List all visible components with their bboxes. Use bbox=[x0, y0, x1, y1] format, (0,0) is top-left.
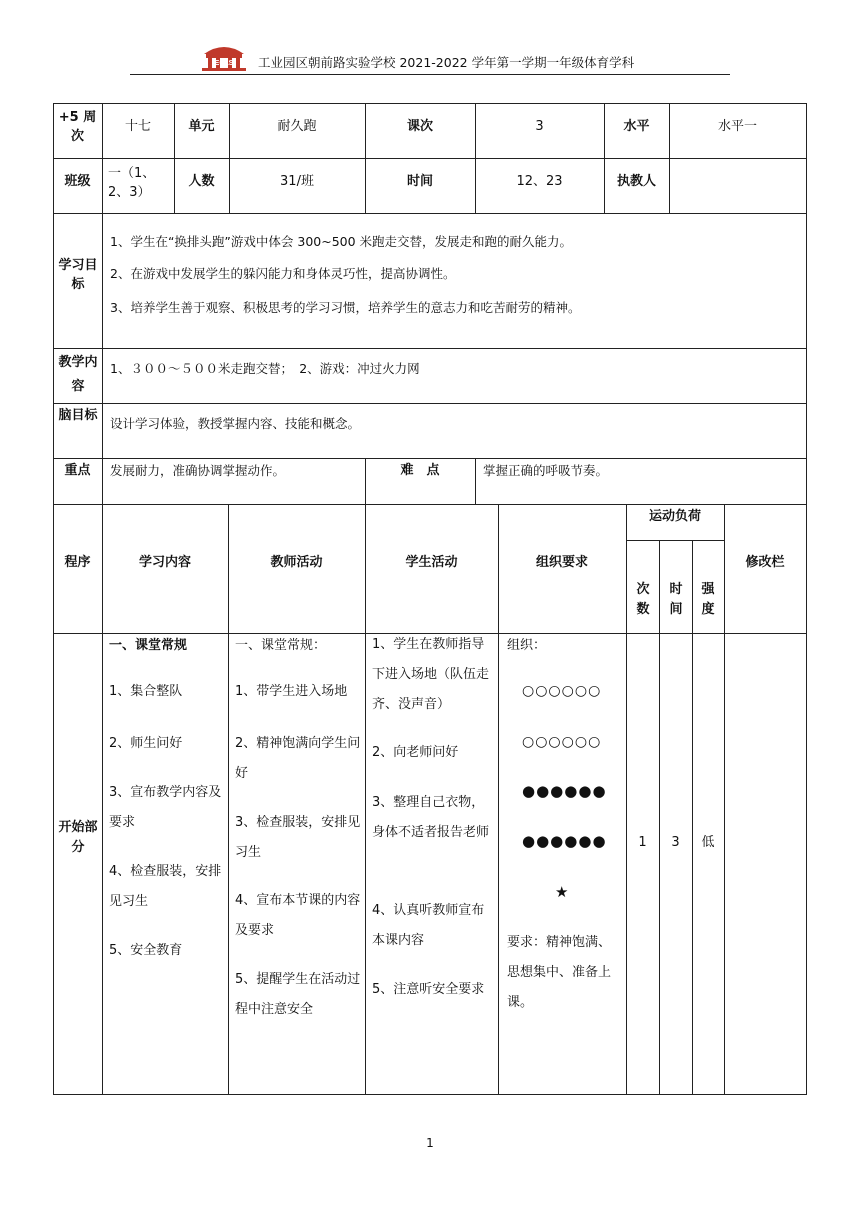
learning-title: 一、课堂常规 bbox=[109, 638, 188, 653]
objective-3: 3、培养学生善于观察、积极思考的学习习惯，培养学生的意志力和吃苦耐劳的精神。 bbox=[110, 300, 581, 315]
difficulty-text: 掌握正确的呼吸节奏。 bbox=[483, 463, 609, 478]
unit-value: 耐久跑 bbox=[277, 119, 317, 134]
col-times: 次数 bbox=[636, 582, 650, 617]
header-rule bbox=[130, 74, 730, 75]
formation-row-hollow: ○○○○○○ bbox=[522, 734, 602, 750]
col-teacher: 教师活动 bbox=[270, 555, 323, 570]
load-duration: 3 bbox=[671, 835, 680, 850]
col-revision: 修改栏 bbox=[745, 555, 785, 570]
objective-2: 2、在游戏中发展学生的躲闪能力和身体灵巧性，提高协调性。 bbox=[110, 266, 456, 281]
learning-item: 4、检查服装，安排见习生 bbox=[109, 864, 222, 909]
col-intensity: 强度 bbox=[701, 582, 715, 617]
learning-item: 3、宣布教学内容及要求 bbox=[109, 785, 222, 830]
unit-label: 单元 bbox=[188, 119, 215, 134]
difficulty-label: 难 点 bbox=[400, 463, 440, 478]
teacher-item: 1、带学生进入场地 bbox=[235, 684, 348, 699]
col-procedure: 程序 bbox=[64, 555, 91, 570]
level-label: 水平 bbox=[623, 119, 650, 134]
header-title: 工业园区朝前路实验学校 2021-2022 学年第一学期一年级体育学科 bbox=[258, 55, 635, 70]
brain-label: 脑目标 bbox=[58, 408, 98, 423]
teacher-item: 2、精神饱满向学生问好 bbox=[235, 736, 361, 781]
content-label: 教学内容 bbox=[58, 355, 98, 394]
class-label: 班级 bbox=[64, 174, 91, 189]
time-value: 12、23 bbox=[516, 174, 563, 189]
svg-text:ECLS: ECLS bbox=[214, 60, 234, 67]
student-item: 5、注意听安全要求 bbox=[372, 982, 485, 997]
teacher-title: 一、课堂常规： bbox=[235, 638, 327, 653]
student-item: 1、学生在教师指导下进入场地（队伍走齐、没声音） bbox=[372, 637, 490, 712]
section-name: 开始部分 bbox=[58, 820, 98, 855]
col-organization: 组织要求 bbox=[535, 555, 588, 570]
class-value: 一（1、2、3） bbox=[108, 166, 156, 200]
page-header bbox=[130, 40, 730, 76]
load-intensity: 低 bbox=[701, 835, 715, 850]
lesson-value: 3 bbox=[535, 119, 544, 134]
student-item: 3、整理自己衣物，身体不适者报告老师 bbox=[372, 795, 490, 840]
col-duration: 时间 bbox=[669, 582, 683, 617]
col-load: 运动负荷 bbox=[648, 509, 701, 524]
count-value: 31/班 bbox=[280, 174, 314, 189]
week-value: 十七 bbox=[124, 119, 151, 134]
formation-row-hollow: ○○○○○○ bbox=[522, 683, 602, 699]
teacher-item: 4、宣布本节课的内容及要求 bbox=[235, 893, 361, 938]
student-item: 4、认真听教师宣布本课内容 bbox=[372, 903, 485, 948]
org-label: 组织： bbox=[507, 638, 547, 653]
objective-1: 1、学生在“换排头跑”游戏中体会 300~500 米跑走交替，发展走和跑的耐久能力。 bbox=[110, 234, 573, 249]
col-student: 学生活动 bbox=[405, 555, 458, 570]
level-value: 水平一 bbox=[717, 119, 757, 134]
formation-row-solid: ●●●●●● bbox=[522, 832, 607, 850]
load-times: 1 bbox=[638, 835, 647, 850]
learning-item: 2、师生问好 bbox=[109, 736, 183, 751]
teacher-item: 5、提醒学生在活动过程中注意安全 bbox=[235, 972, 361, 1017]
week-label: +5 周次 bbox=[58, 110, 97, 144]
key-text: 发展耐力，准确协调掌握动作。 bbox=[110, 463, 286, 478]
key-label: 重点 bbox=[64, 463, 91, 478]
teacher-star-icon: ★ bbox=[555, 883, 570, 901]
teacher-item: 3、检查服装，安排见习生 bbox=[235, 815, 361, 860]
learning-item: 1、集合整队 bbox=[109, 684, 183, 699]
objectives-label: 学习目标 bbox=[58, 258, 98, 292]
lesson-label: 课次 bbox=[406, 119, 433, 134]
student-item: 2、向老师问好 bbox=[372, 745, 459, 760]
content-text: 1、３００～５００米走跑交替； 2、游戏：冲过火力网 bbox=[110, 361, 420, 376]
formation-row-solid: ●●●●●● bbox=[522, 782, 607, 800]
teacher-label: 执教人 bbox=[616, 174, 656, 189]
learning-item: 5、安全教育 bbox=[109, 943, 183, 958]
brain-text: 设计学习体验，教授掌握内容、技能和概念。 bbox=[110, 416, 361, 431]
time-label: 时间 bbox=[406, 174, 433, 189]
page-number: 1 bbox=[426, 1136, 434, 1150]
school-logo bbox=[196, 40, 252, 72]
count-label: 人数 bbox=[188, 174, 215, 189]
col-learning: 学习内容 bbox=[138, 555, 191, 570]
org-requirement: 要求：精神饱满、思想集中、准备上课。 bbox=[507, 935, 612, 1010]
